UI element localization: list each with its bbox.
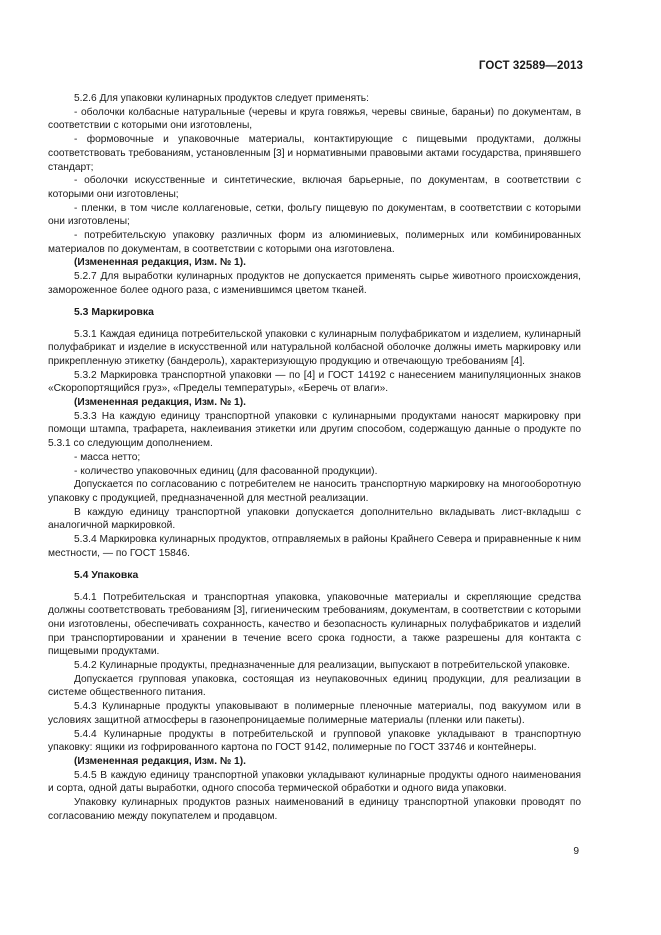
document-body	[48, 92, 581, 823]
paragraph: 5.3.2 Маркировка транспортной упаковки — по [4] и ГОСТ 14192 с нанесением манипуляционных знаков «Скоропортящийся груз», «Пределы температуры», «Беречь от влаги».	[48, 369, 581, 395]
paragraph: 5.4.1 Потребительская и транспортная упаковка, упаковочные материалы и скрепляющие средства должны соответствовать требованиям [3], гигиеническим требованиям, документам, в соответствии с которыми они изготовлены, обеспечивать сохранность, качество и безопасность кулинарных полуфабрикатов и изделий при транспортировании и хранении в течение всего срока годности, а также разрешены для контакта с пищевыми продуктами.	[48, 591, 581, 658]
section-gap	[48, 298, 581, 306]
paragraph: 5.3.3 На каждую единицу транспортной упаковки с кулинарными продуктами наносят маркировку при помощи штампа, трафарета, наклеивания этикетки или другим способом, содержащую данные о продукте по 5.3.1 со следующим дополнением.	[48, 410, 581, 450]
paragraph: 5.2.7 Для выработки кулинарных продуктов не допускается применять сырье животного происхождения, замороженное более одного раза, с изменившимся цветом тканей.	[48, 271, 581, 296]
section-heading: 5.3 Маркировка	[74, 306, 154, 318]
heading-gap	[48, 320, 581, 328]
paragraph: 5.4.5 В каждую единицу транспортной упаковки укладывают кулинарные продукты одного наименования и сорта, одной даты выработки, одного способа термической обработки и одного вида упаковки.	[48, 769, 581, 795]
paragraph: - потребительскую упаковку различных форм из алюминиевых, полимерных или комбинированных материалов по документам, в соответствии с которыми она изготовлена.	[48, 230, 581, 255]
amendment-note: (Измененная редакция, Изм. № 1).	[74, 257, 246, 269]
section-gap	[48, 561, 581, 569]
paragraph: 5.3.4 Маркировка кулинарных продуктов, отправляемых в районы Крайнего Севера и приравненные к ним местности, — по ГОСТ 15846.	[48, 534, 581, 559]
paragraph: В каждую единицу транспортной упаковки допускается дополнительно вкладывать лист-вкладыш с аналогичной маркировкой.	[48, 506, 581, 532]
paragraph: 5.3.1 Каждая единица потребительской упаковки с кулинарным полуфабрикатом и изделием, кулинарный полуфабрикат и изделие в искусственной или натуральной колбасной оболочке должны иметь маркировку или прикрепленную этикетку (бандероль), характеризующую продукцию и отвечающую требованиям [4].	[48, 328, 581, 367]
amendment-note: (Измененная редакция, Изм. № 1).	[74, 397, 246, 409]
amendment-note: (Измененная редакция, Изм. № 1).	[74, 755, 246, 767]
paragraph: - оболочки искусственные и синтетические, включая барьерные, по документам, в соответствии с которыми они изготовлены;	[48, 175, 581, 200]
paragraph: Допускается по согласованию с потребителем не наносить транспортную маркировку на многооборотную упаковку с продукцией, предназначенной для местной реализации.	[48, 479, 581, 504]
document-code: ГОСТ 32589—2013	[478, 60, 583, 72]
paragraph: 5.2.6 Для упаковки кулинарных продуктов следует применять:	[74, 93, 369, 104]
paragraph: - масса нетто;	[74, 451, 141, 463]
paragraph: Упаковку кулинарных продуктов разных наименований в единицу транспортной упаковки проводят по согласованию между покупателем и продавцом.	[48, 797, 581, 822]
paragraph: 5.4.4 Кулинарные продукты в потребительской и групповой упаковке укладывают в транспортную упаковку: ящики из гофрированного картона по ГОСТ 9142, полимерные по ГОСТ 33746 и контейнеры.	[48, 728, 581, 754]
paragraph: Допускается групповая упаковка, состоящая из неупаковочных единиц продукции, для реализации в системе общественного питания.	[48, 673, 581, 699]
heading-gap	[48, 583, 581, 591]
paragraph: - формовочные и упаковочные материалы, контактирующие с пищевыми продуктами, должны соответствовать требованиям, установленным [3] и нормативными правовыми актами государства, принявшего стандарт;	[48, 134, 581, 173]
paragraph: - количество упаковочных единиц (для фасованной продукции).	[74, 465, 378, 477]
paragraph: 5.4.2 Кулинарные продукты, предназначенные для реализации, выпускают в потребительской упаковке.	[74, 660, 570, 672]
paragraph: 5.4.3 Кулинарные продукты упаковывают в полимерные пленочные материалы, под вакуумом или в условиях защитной атмосферы в газонепроницаемые полимерные материалы (пленки или пакеты).	[48, 701, 581, 726]
paragraph: - пленки, в том числе коллагеновые, сетки, фольгу пищевую по документам, в соответствии с которыми они изготовлены;	[48, 202, 581, 228]
section-heading: 5.4 Упаковка	[74, 569, 139, 581]
paragraph: - оболочки колбасные натуральные (черевы и круга говяжья, черевы свиные, бараньи) по документам, в соответствии с которыми они изготовлены,	[48, 106, 581, 132]
page-number: 9	[573, 846, 579, 857]
